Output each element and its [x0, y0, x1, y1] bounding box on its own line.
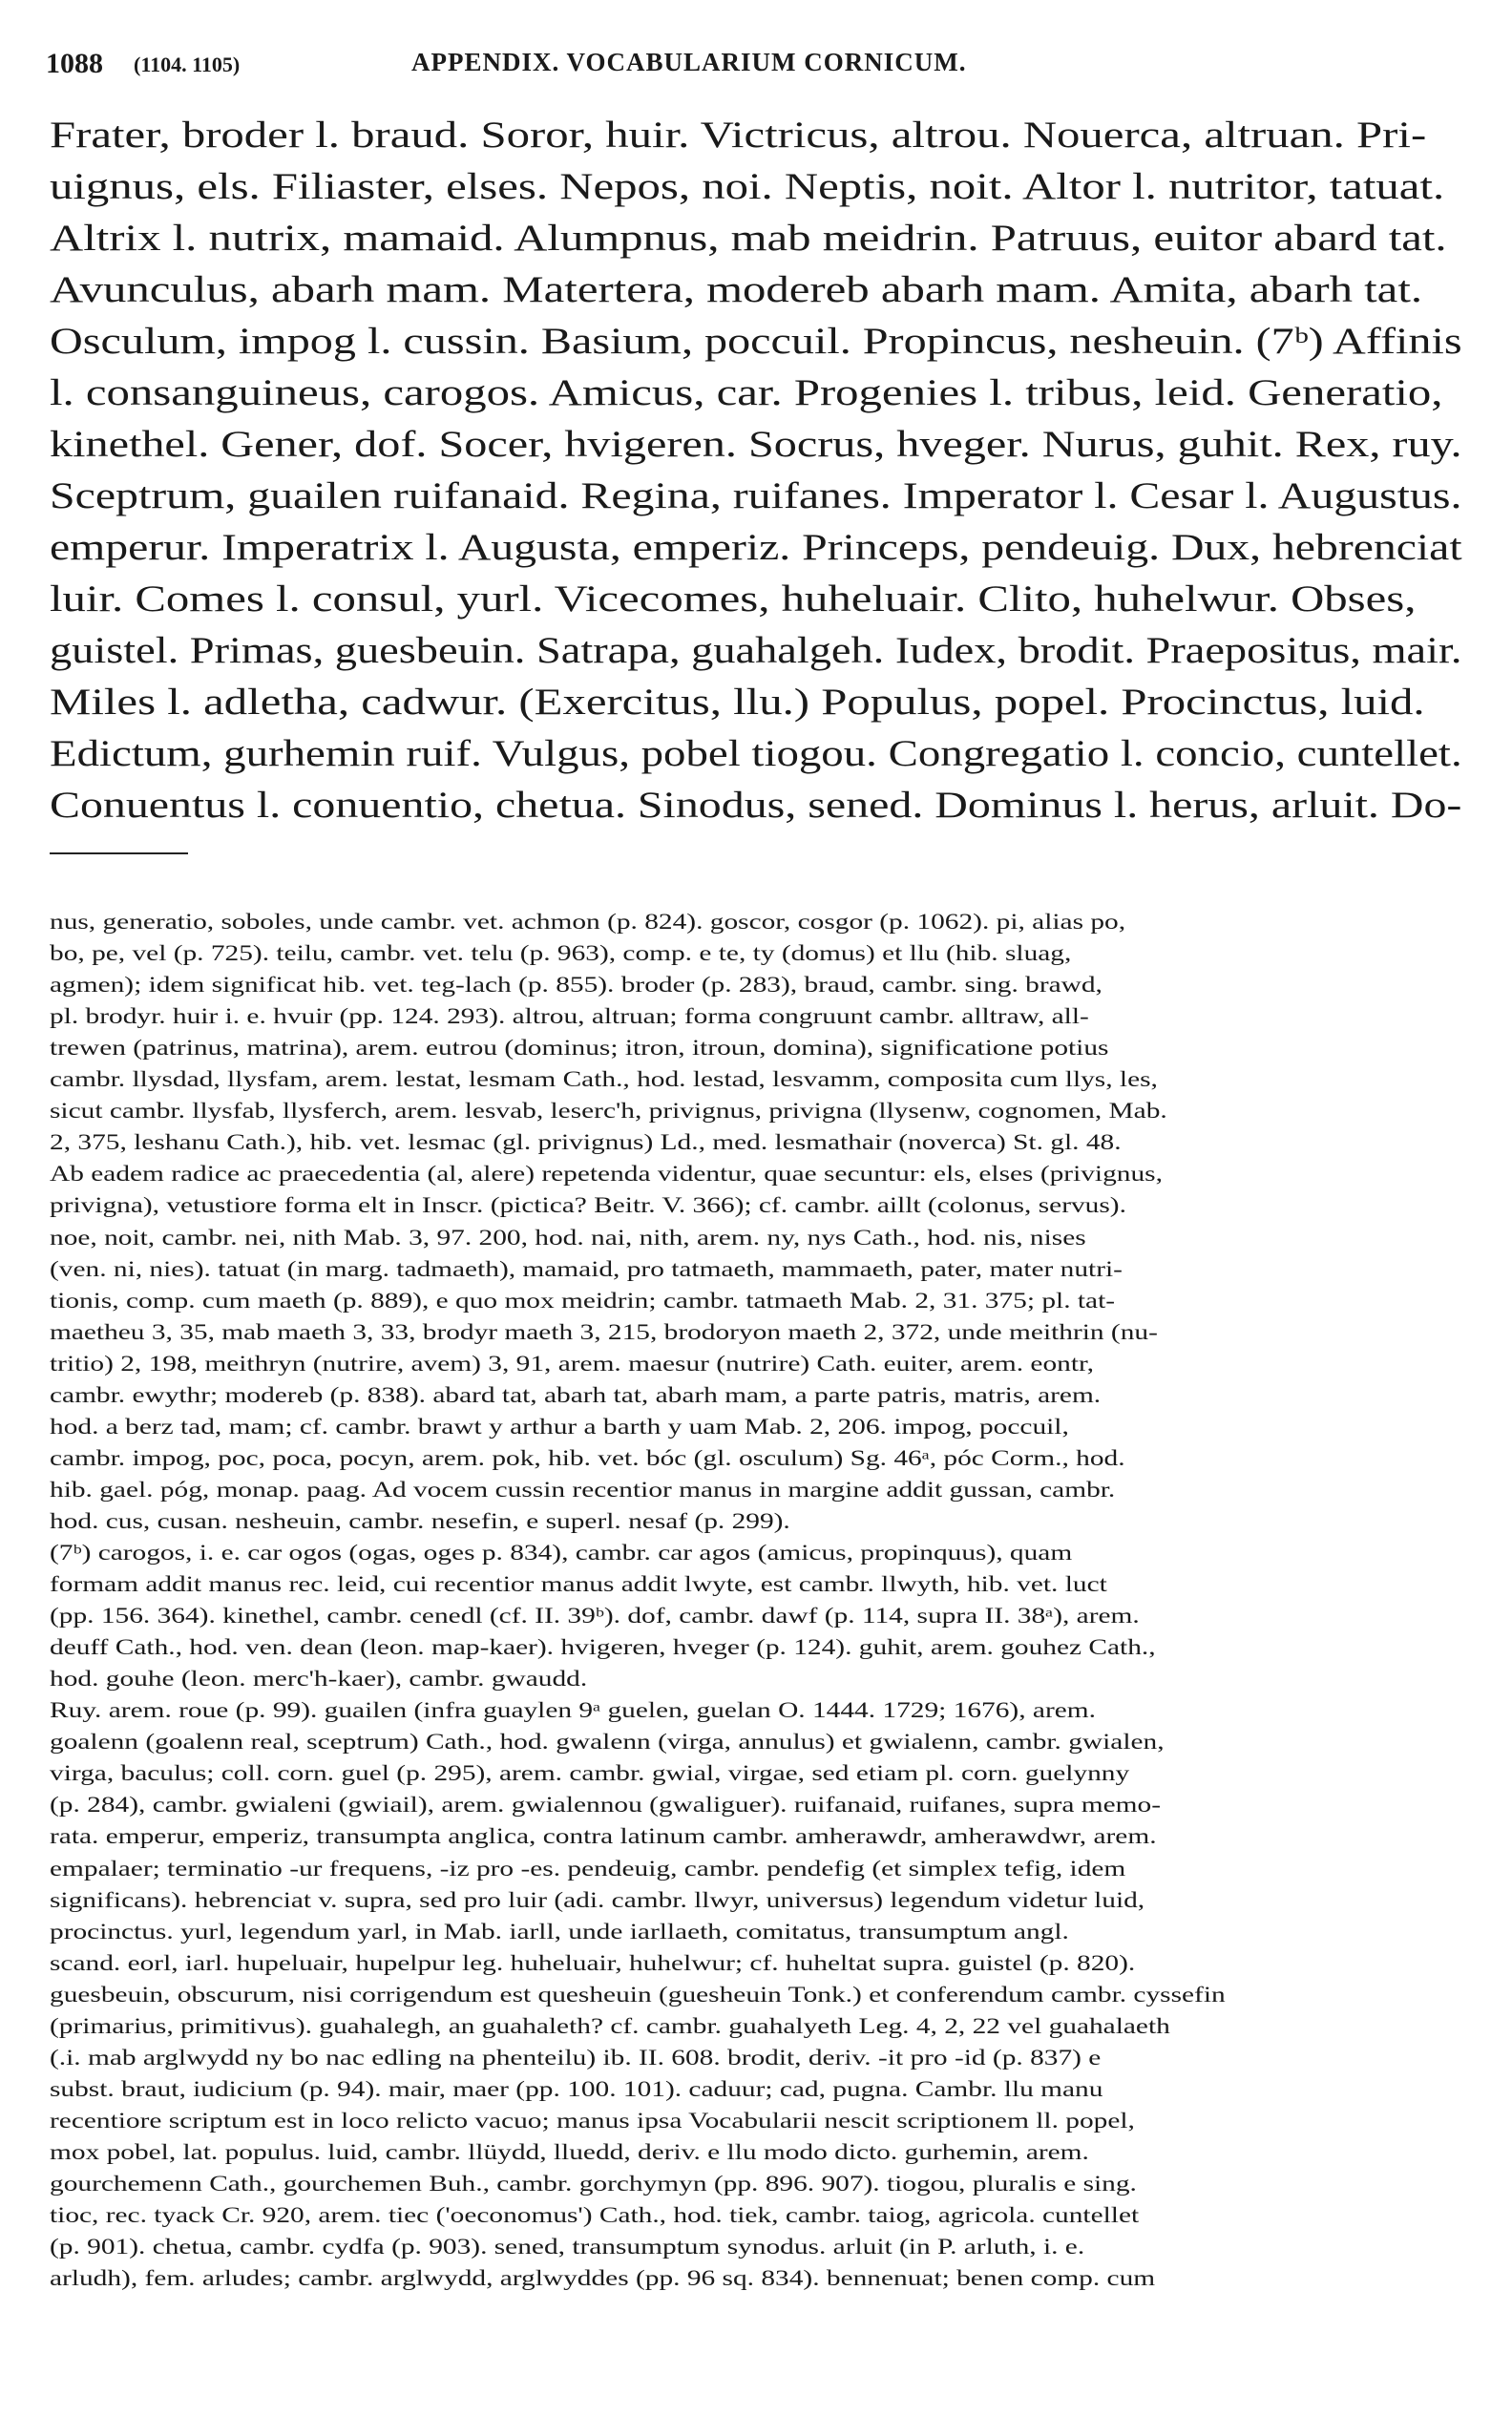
footnote-line: rata. emperur, emperiz, transumpta anglica, contra latinum cambr. amherawdr, amherawdwr, arem. [50, 1824, 1157, 1850]
footnote-line: (p. 901). chetua, cambr. cydfa (p. 903). sened, transumptum synodus. arluit (in P. arluth, i. e. [50, 2235, 1085, 2260]
footnote-line: (pp. 156. 364). kinethel, cambr. cenedl (cf. II. 39ᵇ). dof, cambr. dawf (p. 114, supra II. 38ᵃ), arem. [50, 1604, 1140, 1629]
footnote-line: hod. gouhe (leon. merc'h-kaer), cambr. gwaudd. [50, 1667, 588, 1692]
footnote-line: deuff Cath., hod. ven. dean (leon. map-kaer). hvigeren, hveger (p. 124). guhit, arem. gouhez Cath., [50, 1635, 1156, 1661]
footnote-line: goalenn (goalenn real, sceptrum) Cath., hod. gwalenn (virga, annulus) et gwialenn, cambr. gwialen, [50, 1730, 1165, 1755]
footnote-line: (ven. ni, nies). tatuat (in marg. tadmaeth), mamaid, pro tatmaeth, mammaeth, pater, mater nutri- [50, 1256, 1123, 1282]
text-line: kinethel. Gener, dof. Socer, hvigeren. Socrus, hveger. Nurus, guhit. Rex, ruy. [50, 424, 1462, 465]
footnote-line: (.i. mab arglwydd ny bo nac edling na phenteilu) ib. II. 608. brodit, deriv. -it pro -id (p. 837) e [50, 2045, 1102, 2070]
text-line: Altrix l. nutrix, mamaid. Alumpnus, mab meidrin. Patruus, euitor abard tat. [50, 218, 1447, 259]
footnote-line: cambr. llysdad, llysfam, arem. lestat, lesmam Cath., hod. lestad, lesvamm, composita cum llys, les, [50, 1067, 1158, 1093]
footnote-line: virga, baculus; coll. corn. guel (p. 295), arem. cambr. gwial, virgae, sed etiam pl. corn. guelynny [50, 1761, 1130, 1787]
text-line: Conuentus l. conuentio, chetua. Sinodus, sened. Dominus l. herus, arluit. Do- [50, 785, 1462, 826]
footnote-line: Ab eadem radice ac praecedentia (al, alere) repetenda videntur, quae secuntur: els, elses (privignus, [50, 1162, 1163, 1187]
running-header [46, 48, 1468, 86]
text-line: Frater, broder l. braud. Soror, huir. Victricus, altrou. Nouerca, altruan. Pri- [50, 115, 1427, 156]
footnote-line: subst. braut, iudicium (p. 94). mair, maer (pp. 100. 101). caduur; cad, pugna. Cambr. llu manu [50, 2076, 1103, 2102]
footnote-line: trewen (patrinus, matrina), arem. eutrou (dominus; itron, itroun, domina), significatione potius [50, 1036, 1109, 1061]
footnote-line: scand. eorl, iarl. hupeluair, hupelpur leg. huheluair, huhelwur; cf. huheltat supra. guistel (p. 820). [50, 1950, 1136, 1976]
footnote-line: mox pobel, lat. populus. luid, cambr. llüydd, lluedd, deriv. e llu modo dicto. gurhemin, arem. [50, 2139, 1089, 2165]
footnote-line: pl. brodyr. huir i. e. hvuir (pp. 124. 293). altrou, altruan; forma congruunt cambr. alltraw, all- [50, 1004, 1089, 1030]
footnote-line: maetheu 3, 35, mab maeth 3, 33, brodyr maeth 3, 215, brodoryon maeth 2, 372, unde meithrin (nu- [50, 1319, 1158, 1345]
footnote-line: noe, noit, cambr. nei, nith Mab. 3, 97. 200, hod. nai, nith, arem. ny, nys Cath., hod. nis, nises [50, 1225, 1086, 1251]
footnote-line: tionis, comp. cum maeth (p. 889), e quo mox meidrin; cambr. tatmaeth Mab. 2, 31. 375; pl. tat- [50, 1288, 1116, 1314]
footnote-line: gourchemenn Cath., gourchemen Buh., cambr. gorchymyn (pp. 896. 907). tiogou, pluralis e sing. [50, 2172, 1137, 2196]
footnote-line: nus, generatio, soboles, unde cambr. vet. achmon (p. 824). goscor, cosgor (p. 1062). pi, alias po, [50, 910, 1126, 935]
text-line: uignus, els. Filiaster, elses. Nepos, noi. Neptis, noit. Altor l. nutritor, tatuat. [50, 166, 1445, 207]
footnote-line: hod. cus, cusan. nesheuin, cambr. nesefin, e superl. nesaf (p. 299). [50, 1508, 790, 1534]
footnote-separator-rule [50, 852, 188, 854]
footnote-line: tioc, rec. tyack Cr. 920, arem. tiec ('oeconomus') Cath., hod. tiek, cambr. taiog, agricola. cuntellet [50, 2203, 1140, 2229]
footnote-line: recentiore scriptum est in loco relicto vacuo; manus ipsa Vocabularii nescit scriptionem ll. popel, [50, 2108, 1135, 2133]
text-line: l. consanguineus, carogos. Amicus, car. Progenies l. tribus, leid. Generatio, [50, 372, 1443, 413]
footnote-line: cambr. impog, poc, poca, pocyn, arem. pok, hib. vet. bóc (gl. osculum) Sg. 46ᵃ, póc Corm., hod. [50, 1445, 1125, 1471]
text-line: luir. Comes l. consul, yurl. Vicecomes, huheluair. Clito, huhelwur. Obses, [50, 578, 1417, 620]
text-line: Edictum, gurhemin ruif. Vulgus, pobel tiogou. Congregatio l. concio, cuntellet. [50, 733, 1462, 774]
footnote-line: (p. 284), cambr. gwialeni (gwiail), arem. gwialennou (gwaliguer). ruifanaid, ruifanes, supra memo- [50, 1793, 1162, 1818]
text-line: guistel. Primas, guesbeuin. Satrapa, guahalgeh. Iudex, brodit. Praepositus, mair. [50, 630, 1462, 671]
page-number: 1088 [46, 48, 103, 79]
text-line: Miles l. adletha, cadwur. (Exercitus, llu.) Populus, popel. Procinctus, luid. [50, 682, 1425, 723]
footnote-line: (primarius, primitivus). guahalegh, an guahaleth? cf. cambr. guahalyeth Leg. 4, 2, 22 vel guahalaeth [50, 2013, 1170, 2039]
footnote-line: hib. gael. póg, monap. paag. Ad vocem cussin recentior manus in margine addit gussan, cambr. [50, 1477, 1116, 1503]
text-line: Avunculus, abarh mam. Matertera, modereb abarh mam. Amita, abarh tat. [50, 269, 1423, 310]
footnote-line: (7ᵇ) carogos, i. e. car ogos (ogas, oges p. 834), cambr. car agos (amicus, propinquus), quam [50, 1541, 1073, 1566]
footnote-line: Ruy. arem. roue (p. 99). guailen (infra guaylen 9ᵃ guelen, guelan O. 1444. 1729; 1676), arem. [50, 1698, 1096, 1724]
footnote-line: procinctus. yurl, legendum yarl, in Mab. iarll, unde iarllaeth, comitatus, transumptum angl. [50, 1919, 1069, 1944]
footnote-line: sicut cambr. llysfab, llysferch, arem. lesvab, leserc'h, privignus, privigna (llysenw, cognomen, Mab. [50, 1099, 1167, 1124]
text-line: emperur. Imperatrix l. Augusta, emperiz. Princeps, pendeuig. Dux, hebrenciat [50, 527, 1462, 568]
footnote-line: bo, pe, vel (p. 725). teilu, cambr. vet. telu (p. 963), comp. e te, ty (domus) et llu (hib. sluag, [50, 941, 1072, 967]
text-line: Sceptrum, guailen ruifanaid. Regina, ruifanes. Imperator l. Cesar l. Augustus. [50, 475, 1462, 516]
footnote-line: agmen); idem significat hib. vet. teg-lach (p. 855). broder (p. 283), braud, cambr. sing. brawd, [50, 973, 1102, 998]
running-title: APPENDIX. VOCABULARIUM CORNICUM. [411, 48, 967, 76]
footnote-line: significans). hebrenciat v. supra, sed pro luir (adi. cambr. llwyr, universus) legendum videtur luid, [50, 1887, 1145, 1913]
footnote-line: hod. a berz tad, mam; cf. cambr. brawt y arthur a barth y uam Mab. 2, 206. impog, poccuil, [50, 1414, 1069, 1440]
text-line: Osculum, impog l. cussin. Basium, poccuil. Propincus, nesheuin. (7ᵇ) Affinis [50, 321, 1462, 362]
footnote-line: empalaer; terminatio -ur frequens, -iz pro -es. pendeuig, cambr. pendefig (et simplex tefig, idem [50, 1856, 1126, 1881]
footnote-line: formam addit manus rec. leid, cui recentior manus addit lwyte, est cambr. llwyth, hib. vet. luct [50, 1572, 1107, 1598]
footnote-line: guesbeuin, obscurum, nisi corrigendum est quesheuin (guesheuin Tonk.) et conferendum cambr. cyssefin [50, 1982, 1226, 2007]
footnote-line: cambr. ewythr; modereb (p. 838). abard tat, abarh tat, abarh mam, a parte patris, matris, arem. [50, 1382, 1102, 1408]
footnote-line: privigna), vetustiore forma elt in Inscr. (pictica? Beitr. V. 366); cf. cambr. aillt (colonus, servus). [50, 1193, 1126, 1219]
column-reference: (1104. 1105) [134, 53, 241, 76]
footnote-line: arludh), fem. arludes; cambr. arglwydd, arglwyddes (pp. 96 sq. 834). bennenuat; benen comp. cum [50, 2266, 1156, 2292]
footnote-line: 2, 375, leshanu Cath.), hib. vet. lesmac (gl. privignus) Ld., med. lesmathair (noverca) St. gl. 48. [50, 1130, 1122, 1156]
footnote-line: tritio) 2, 198, meithryn (nutrire, avem) 3, 91, arem. maesur (nutrire) Cath. euiter, arem. eontr, [50, 1351, 1094, 1377]
